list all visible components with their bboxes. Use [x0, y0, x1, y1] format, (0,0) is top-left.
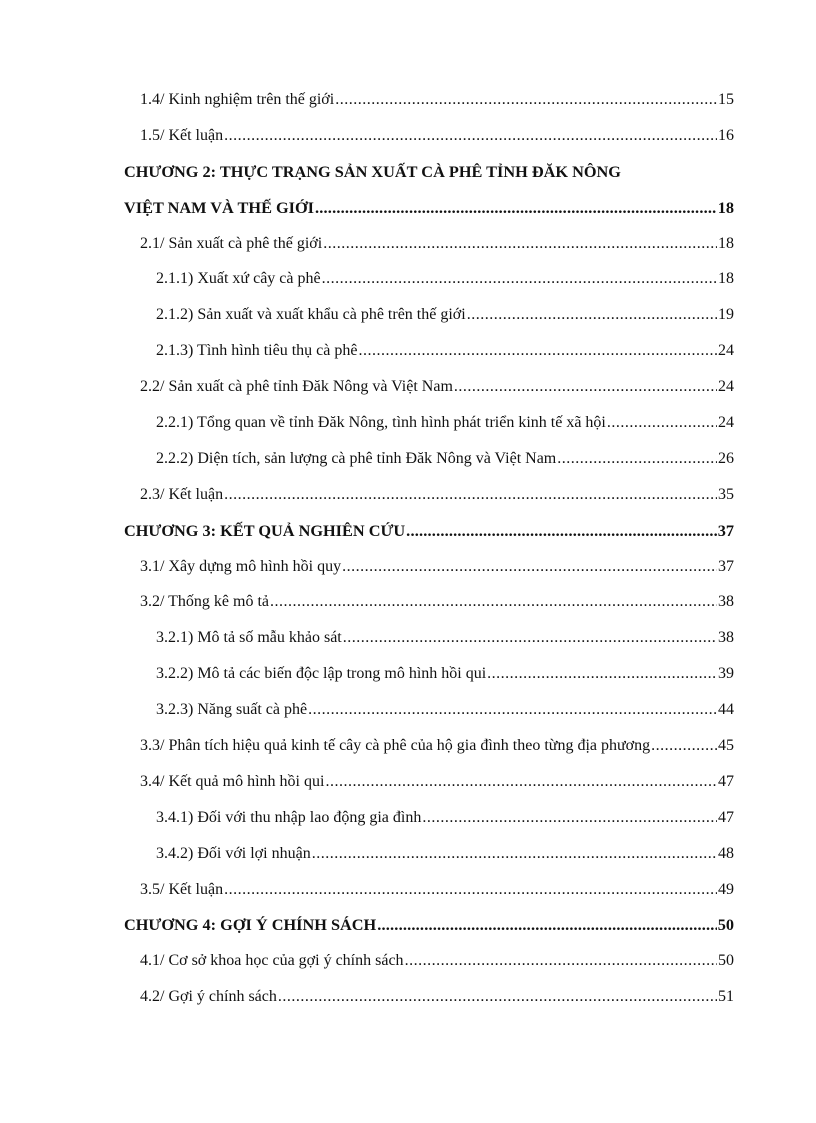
- dot-leader: [487, 664, 717, 684]
- toc-entry-page: 45: [718, 736, 734, 754]
- dot-leader: [224, 126, 717, 146]
- dot-leader: [343, 628, 717, 648]
- toc-entry-page: 24: [718, 413, 734, 431]
- toc-entry-2-3[interactable]: [0, 477, 816, 513]
- toc-entry-title: 2.1.2) Sản xuất và xuất khẩu cà phê trên thế giới: [156, 306, 466, 324]
- toc-entry-page: 39: [718, 665, 734, 683]
- toc-entry-3-4-2[interactable]: [0, 836, 816, 872]
- toc-entry-title: 1.5/ Kết luận: [140, 126, 224, 144]
- toc-entry-title: 2.2.2) Diện tích, sản lượng cà phê tỉnh Đăk Nông và Việt Nam: [156, 449, 557, 467]
- toc-entry-title: 3.5/ Kết luận: [140, 880, 224, 898]
- dot-leader: [224, 485, 717, 505]
- dot-leader: [467, 305, 717, 325]
- toc-entry-page: 37: [718, 557, 734, 575]
- toc-entry-page: 24: [718, 342, 734, 360]
- toc-entry-page: 35: [718, 485, 734, 503]
- toc-entry-page: 47: [718, 808, 734, 826]
- toc-entry-title: 2.3/ Kết luận: [140, 485, 224, 503]
- toc-entry-title: 3.4/ Kết quả mô hình hồi qui: [140, 772, 325, 790]
- dot-leader: [270, 592, 717, 612]
- toc-entry-page: 37: [717, 520, 734, 540]
- toc-entry-3-5[interactable]: [0, 872, 816, 908]
- toc-chapter-title: CHƯƠNG 2: THỰC TRẠNG SẢN XUẤT CÀ PHÊ TỈNH ĐĂK NÔNG: [124, 161, 621, 181]
- toc-entry-2-2[interactable]: [0, 369, 816, 405]
- toc-entry-title: 3.2.2) Mô tả các biến độc lập trong mô hình hồi qui: [156, 665, 487, 683]
- toc-chapter-2-line-1[interactable]: [0, 154, 816, 190]
- toc-chapter-title: VIỆT NAM VÀ THẾ GIỚI: [124, 197, 314, 217]
- toc-entry-title: 2.1/ Sản xuất cà phê thế giới: [140, 234, 323, 252]
- toc-entry-2-2-1[interactable]: [0, 405, 816, 441]
- toc-entry-title: 2.1.1) Xuất xứ cây cà phê: [156, 270, 321, 288]
- toc-entry-page: 18: [718, 234, 734, 252]
- toc-entry-page: 18: [718, 270, 734, 288]
- toc-entry-title: 3.4.1) Đối với thu nhập lao động gia đình: [156, 808, 422, 826]
- toc-entry-title: 3.2.3) Năng suất cà phê: [156, 701, 308, 719]
- toc-entry-page: 38: [718, 593, 734, 611]
- dot-leader: [422, 808, 717, 828]
- toc-entry-title: 3.2/ Thống kê mô tả: [140, 593, 270, 611]
- dot-leader: [335, 90, 717, 110]
- toc-chapter-3[interactable]: [0, 513, 816, 549]
- dot-leader: [224, 880, 717, 900]
- dot-leader: [315, 198, 717, 218]
- toc-entry-2-1-3[interactable]: [0, 333, 816, 369]
- dot-leader: [405, 951, 717, 971]
- toc-entry-3-4-1[interactable]: [0, 800, 816, 836]
- toc-entry-page: 44: [718, 701, 734, 719]
- toc-entry-page: 16: [718, 126, 734, 144]
- toc-entry-title: 3.4.2) Đối với lợi nhuận: [156, 844, 311, 862]
- toc-entry-2-1[interactable]: [0, 226, 816, 262]
- toc-entry-page: 50: [718, 952, 734, 970]
- toc-entry-page: 47: [718, 772, 734, 790]
- toc-entry-page: 38: [718, 629, 734, 647]
- toc-chapter-4[interactable]: [0, 907, 816, 943]
- dot-leader: [323, 234, 717, 254]
- toc-entry-2-2-2[interactable]: [0, 441, 816, 477]
- dot-leader: [325, 772, 717, 792]
- toc-entry-3-4[interactable]: [0, 764, 816, 800]
- toc-chapter-2-line-2[interactable]: [0, 190, 816, 226]
- toc-entry-1-4[interactable]: [0, 82, 816, 118]
- toc-entry-title: 1.4/ Kinh nghiệm trên thế giới: [140, 90, 335, 108]
- toc-entry-title: 2.2.1) Tổng quan về tỉnh Đăk Nông, tình hình phát triển kinh tế xã hội: [156, 413, 606, 431]
- toc-entry-1-5[interactable]: [0, 118, 816, 154]
- toc-entry-3-2-2[interactable]: [0, 656, 816, 692]
- toc-entry-page: 50: [717, 915, 734, 935]
- toc-entry-3-1[interactable]: [0, 549, 816, 585]
- toc-entry-2-1-2[interactable]: [0, 297, 816, 333]
- toc-entry-title: 2.1.3) Tình hình tiêu thụ cà phê: [156, 342, 358, 360]
- toc-entry-page: 15: [718, 90, 734, 108]
- toc-chapter-title: CHƯƠNG 4: GỢI Ý CHÍNH SÁCH: [124, 915, 377, 935]
- toc-entry-2-1-1[interactable]: [0, 261, 816, 297]
- toc-entry-page: 24: [718, 378, 734, 396]
- dot-leader: [651, 736, 717, 756]
- table-of-contents: [0, 82, 816, 1015]
- dot-leader: [406, 521, 717, 541]
- toc-entry-3-2-3[interactable]: [0, 692, 816, 728]
- toc-entry-page: 51: [718, 988, 734, 1006]
- toc-entry-title: 3.3/ Phân tích hiệu quả kinh tế cây cà phê của hộ gia đình theo từng địa phương: [140, 736, 651, 754]
- dot-leader: [607, 413, 717, 433]
- dot-leader: [557, 449, 717, 469]
- toc-entry-title: 3.1/ Xây dựng mô hình hồi quy: [140, 557, 342, 575]
- toc-entry-4-1[interactable]: [0, 943, 816, 979]
- toc-entry-page: 26: [718, 449, 734, 467]
- dot-leader: [278, 987, 717, 1007]
- toc-entry-page: 19: [718, 306, 734, 324]
- toc-entry-3-2[interactable]: [0, 584, 816, 620]
- toc-entry-page: 18: [717, 197, 734, 217]
- dot-leader: [312, 844, 717, 864]
- toc-entry-title: 3.2.1) Mô tả số mẫu khảo sát: [156, 629, 342, 647]
- toc-entry-page: 48: [718, 844, 734, 862]
- toc-chapter-title: CHƯƠNG 3: KẾT QUẢ NGHIÊN CỨU: [124, 520, 406, 540]
- dot-leader: [377, 915, 717, 935]
- dot-leader: [358, 341, 717, 361]
- dot-leader: [322, 269, 717, 289]
- toc-entry-3-3[interactable]: [0, 728, 816, 764]
- toc-entry-4-2[interactable]: [0, 979, 816, 1015]
- toc-entry-title: 4.2/ Gợi ý chính sách: [140, 988, 277, 1006]
- dot-leader: [308, 700, 717, 720]
- toc-entry-title: 4.1/ Cơ sở khoa học của gợi ý chính sách: [140, 952, 404, 970]
- dot-leader: [454, 377, 717, 397]
- dot-leader: [342, 557, 717, 577]
- toc-entry-3-2-1[interactable]: [0, 620, 816, 656]
- toc-entry-title: 2.2/ Sản xuất cà phê tỉnh Đăk Nông và Việt Nam: [140, 378, 453, 396]
- toc-entry-page: 49: [718, 880, 734, 898]
